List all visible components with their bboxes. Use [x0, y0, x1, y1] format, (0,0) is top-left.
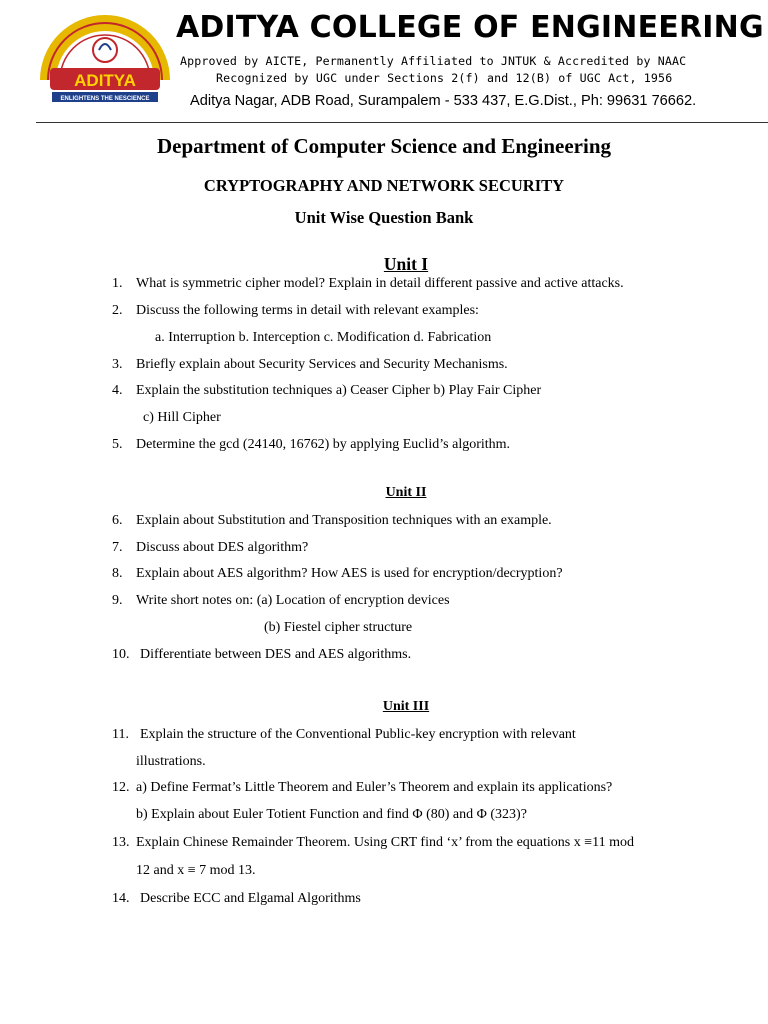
question-number: 14.	[112, 891, 130, 906]
question-text: Explain the structure of the Conventional Public-key encryption with relevant	[140, 727, 576, 742]
question-text: Explain about Substitution and Transposition techniques with an example.	[136, 513, 552, 528]
question-subtext: a. Interruption b. Interception c. Modification d. Fabrication	[155, 330, 492, 345]
header-divider	[36, 122, 768, 123]
question-subtext: c) Hill Cipher	[143, 410, 221, 425]
question-subtext: 12 and x ≡ 7 mod 13.	[136, 863, 256, 878]
question-text: Write short notes on: (a) Location of encryption devices	[136, 593, 450, 608]
question-number: 3.	[112, 357, 123, 372]
approval-line-1: Approved by AICTE, Permanently Affiliated to JNTUK & Accredited by NAAC	[180, 54, 687, 68]
question-text: Describe ECC and Elgamal Algorithms	[140, 891, 361, 906]
question-text: Explain about AES algorithm? How AES is used for encryption/decryption?	[136, 566, 563, 581]
unit-3-heading: Unit III	[382, 699, 430, 714]
question-number: 10.	[112, 647, 130, 662]
document-subtitle: Unit Wise Question Bank	[294, 208, 474, 227]
question-number: 8.	[112, 566, 123, 581]
question-subtext: (b) Fiestel cipher structure	[264, 620, 413, 635]
question-number: 7.	[112, 540, 123, 555]
question-number: 13.	[112, 835, 130, 850]
question-number: 1.	[112, 276, 123, 291]
question-text: Briefly explain about Security Services and Security Mechanisms.	[136, 357, 508, 372]
logo-tagline: ENLIGHTENS THE NESCIENCE	[60, 96, 150, 102]
question-text: Explain Chinese Remainder Theorem. Using CRT find ‘x’ from the equations x ≡11 mod	[136, 835, 635, 850]
question-text: Explain the substitution techniques a) Ceaser Cipher b) Play Fair Cipher	[136, 383, 542, 398]
question-text: a) Define Fermat’s Little Theorem and Euler’s Theorem and explain its applications?	[136, 780, 613, 795]
question-number: 12.	[112, 780, 130, 795]
question-number: 6.	[112, 513, 123, 528]
question-number: 9.	[112, 593, 123, 608]
college-name: ADITYA COLLEGE OF ENGINEERING	[176, 10, 764, 45]
question-text: Discuss the following terms in detail with relevant examples:	[136, 303, 479, 318]
question-number: 5.	[112, 437, 123, 452]
course-title: CRYPTOGRAPHY AND NETWORK SECURITY	[203, 176, 565, 195]
approval-line-2: Recognized by UGC under Sections 2(f) and 12(B) of UGC Act, 1956	[216, 71, 673, 85]
unit-1-heading: Unit I	[383, 254, 429, 274]
department-title: Department of Computer Science and Engineering	[157, 134, 611, 158]
question-subtext: illustrations.	[136, 754, 206, 769]
question-subtext: b) Explain about Euler Totient Function and find Φ (80) and Φ (323)?	[136, 807, 527, 822]
question-text: Determine the gcd (24140, 16762) by applying Euclid’s algorithm.	[136, 437, 511, 452]
question-number: 11.	[112, 727, 129, 742]
question-number: 4.	[112, 383, 123, 398]
college-logo	[40, 10, 170, 106]
question-text: What is symmetric cipher model? Explain in detail different passive and active attacks.	[136, 276, 624, 291]
question-text: Discuss about DES algorithm?	[136, 540, 309, 555]
logo-text: ADITYA	[74, 71, 136, 90]
unit-2-heading: Unit II	[385, 485, 427, 500]
college-address: Aditya Nagar, ADB Road, Surampalem - 533 437, E.G.Dist., Ph: 99631 76662.	[190, 93, 697, 109]
question-text: Differentiate between DES and AES algorithms.	[140, 647, 412, 662]
question-number: 2.	[112, 303, 123, 318]
